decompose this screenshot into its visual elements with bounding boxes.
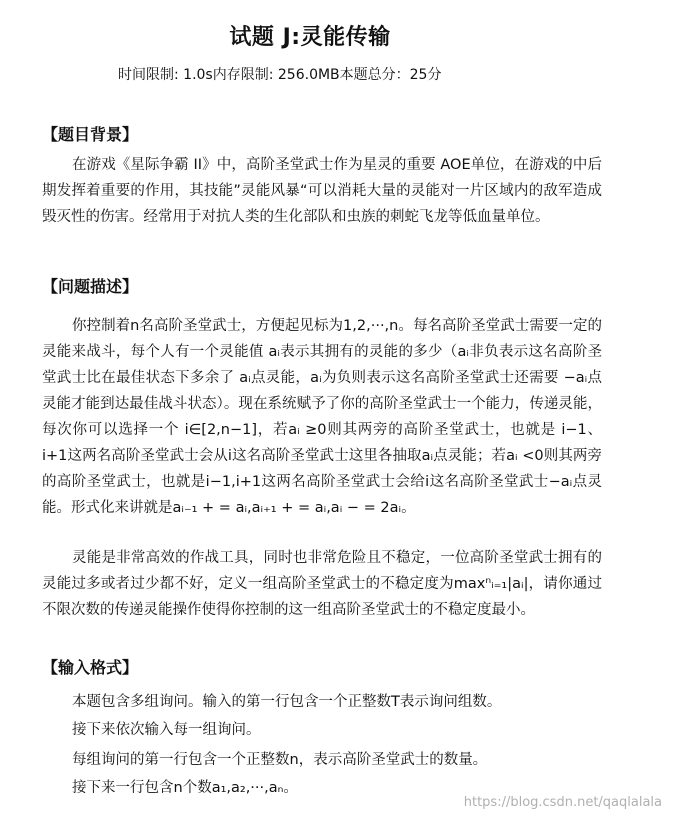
heading-description: 【问题描述】 — [42, 277, 139, 296]
watermark: https://blog.csdn.net/qaqlalala — [463, 795, 662, 810]
description-paragraph-2: 灵能是非常高效的作战工具，同时也非常危险且不稳定，一位高阶圣堂武士拥有的灵能过多或者过少都不好，定义一组高阶圣堂武士的不稳定度为maxⁿᵢ₌₁|aᵢ|，请你通过不限次数的传递灵能操作使得你控制的这一组高阶圣堂武士的不稳定度最小。 — [42, 550, 602, 618]
input-line-4: 接下来一行包含n个数a₁,a₂,···,aₙ。 — [72, 780, 298, 796]
problem-meta: 时间限制: 1.0s内存限制: 256.0MB本题总分：25分 — [118, 67, 442, 83]
input-line-2: 接下来依次输入每一组询问。 — [72, 722, 261, 738]
heading-input: 【输入格式】 — [42, 658, 139, 677]
input-line-1: 本题包含多组询问。输入的第一行包含一个正整数T表示询问组数。 — [72, 694, 502, 710]
background-paragraph: 在游戏《星际争霸 II》中，高阶圣堂武士作为星灵的重要 AOE单位，在游戏的中后期发挥着重要的作用，其技能”灵能风暴“可以消耗大量的灵能对一片区域内的敌军造成毁灭性的伤害。经常用于对抗人类的生化部队和虫族的刺蛇飞龙等低血量单位。 — [42, 157, 602, 225]
description-paragraph-1: 你控制着n名高阶圣堂武士，方便起见标为1,2,···,n。每名高阶圣堂武士需要一定的灵能来战斗，每个人有一个灵能值 aᵢ表示其拥有的灵能的多少（aᵢ非负表示这名高阶圣堂武士比在最佳状态下多余了 aᵢ点灵能，aᵢ为负则表示这名高阶圣堂武士还需要 −aᵢ点灵能才能到达最佳战斗状态）。现在系统赋予了你的高阶圣堂武士一个能力，传递灵能，每次你可以选择一个 i∈[2,n−1]，若aᵢ ≥0则其两旁的高阶圣堂武士，也就是 i−1、i+1这两名高阶圣堂武士会从i这名高阶圣堂武士这里各抽取aᵢ点灵能；若aᵢ <0则其两旁的高阶圣堂武士，也就是i−1,i+1这两名高阶圣堂武士会给i这名高阶圣堂武士−aᵢ点灵能。形式化来讲就是aᵢ₋₁ + = aᵢ,aᵢ₊₁ + = aᵢ,aᵢ − = 2aᵢ。 — [42, 318, 602, 516]
heading-background: 【题目背景】 — [42, 125, 139, 144]
problem-title: 试题 J:灵能传输 — [229, 25, 391, 50]
input-line-3: 每组询问的第一行包含一个正整数n，表示高阶圣堂武士的数量。 — [72, 752, 488, 768]
